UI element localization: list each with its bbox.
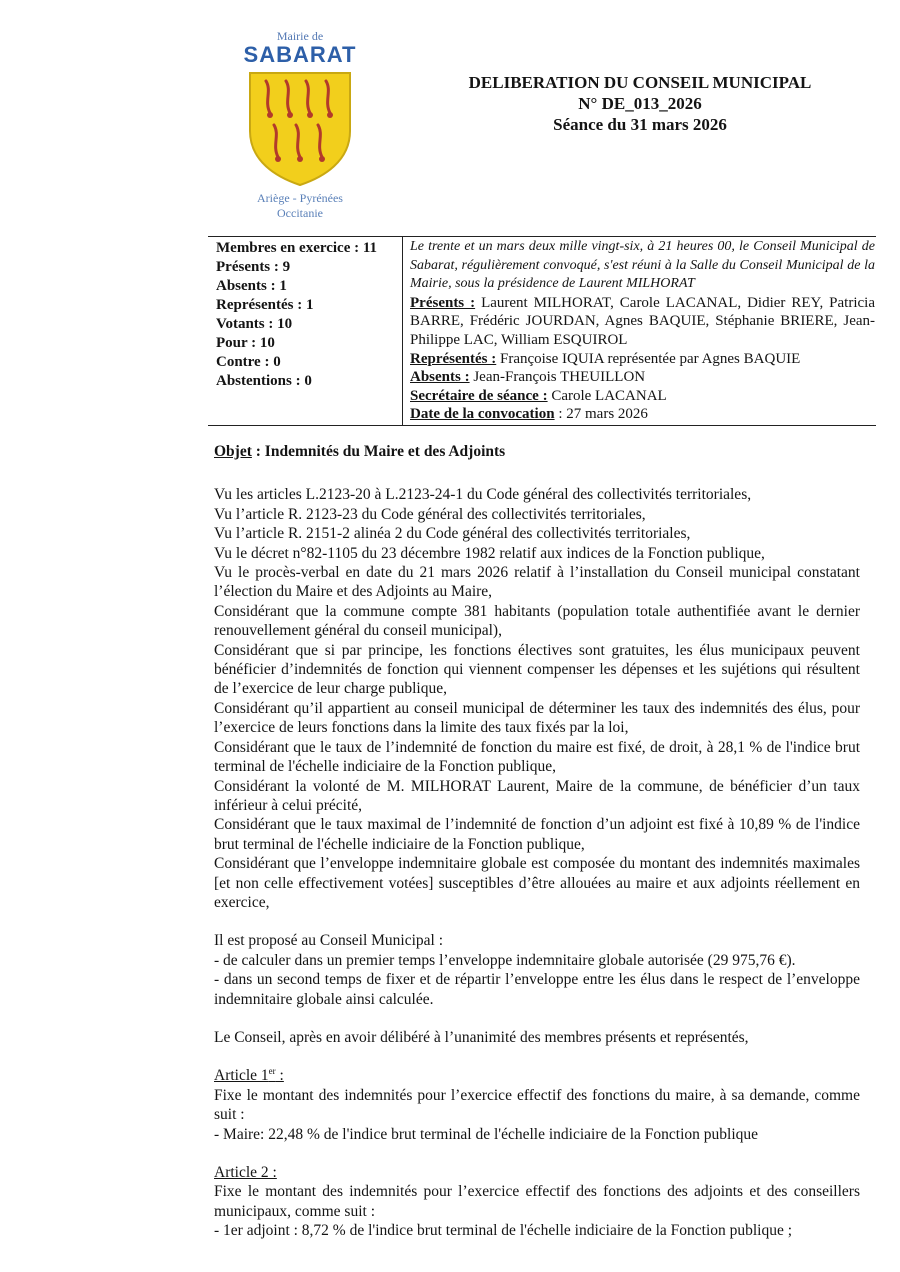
secretaire-label: Secrétaire de séance : <box>410 387 548 404</box>
stat-contre: Contre : 0 <box>216 354 281 370</box>
stat-absents: Absents : 1 <box>216 278 287 294</box>
session-details <box>410 238 875 424</box>
proposal-item: - de calculer dans un premier temps l’enveloppe indemnitaire globale autorisée (29 975,76 €). <box>214 951 796 969</box>
considerant-item: Considérant la volonté de M. MILHORAT Laurent, Maire de la commune, de bénéficier d’un taux inférieur à celui précité, <box>214 777 860 814</box>
considerant-item: Considérant que l’enveloppe indemnitaire globale est composée du montant des indemnités maximales [et non celle effectivement votées] susceptibles d’être allouées au maire et aux adjoints réellement en exercice, <box>214 855 860 911</box>
visa-item: Vu les articles L.2123-20 à L.2123-24-1 du Code général des collectivités territoriales, <box>214 486 752 504</box>
logo-town-name: SABARAT <box>243 42 357 67</box>
representes-value: Françoise IQUIA représentée par Agnes BAQUIE <box>496 350 801 367</box>
article1-item: - Maire: 22,48 % de l'indice brut terminal de l'échelle indiciaire de la Fonction publique <box>214 1125 759 1143</box>
article1-title-sup: er <box>268 1066 276 1077</box>
secretaire-value: Carole LACANAL <box>547 387 667 404</box>
stat-presents: Présents : 9 <box>216 259 291 275</box>
municipal-logo <box>236 30 364 221</box>
deliberation-header <box>410 72 870 135</box>
seance-date: Séance du 31 mars 2026 <box>553 115 727 134</box>
article1-title-colon: : <box>275 1067 284 1085</box>
article1-title-label: Article 1 <box>214 1067 269 1085</box>
proposal-item: - dans un second temps de fixer et de répartir l’enveloppe entre les élus dans le respect de l’enveloppe indemnitaire globale ainsi calculée. <box>214 971 860 1008</box>
article2-text: Fixe le montant des indemnités pour l’exercice effectif des fonctions des adjoints et des conseillers municipaux, comme suit : <box>214 1183 860 1220</box>
session-intro: Le trente et un mars deux mille vingt-six, à 21 heures 00, le Conseil Municipal de Sabarat, régulièrement convoqué, s'est réuni à la Salle du Conseil Municipal de la Mairie, sous la présidence de Laurent MILHORAT <box>410 239 875 292</box>
convocation-label: Date de la convocation <box>410 406 555 423</box>
article1-text: Fixe le montant des indemnités pour l’exercice effectif des fonctions du maire, à sa demande, comme suit : <box>214 1086 860 1124</box>
article2-item: - 1er adjoint : 8,72 % de l'indice brut terminal de l'échelle indiciaire de la Fonction publique ; <box>214 1222 793 1240</box>
deliberation-number: N° DE_013_2026 <box>578 94 702 113</box>
presents-value: Laurent MILHORAT, Carole LACANAL, Didier REY, Patricia BARRE, Frédéric JOURDAN, Agnes BAQUIE, Stéphanie BRIERE, Jean-Philippe LAC, William ESQUIROL <box>410 294 875 348</box>
objet-line <box>214 442 860 461</box>
visa-item: Vu l’article R. 2151-2 alinéa 2 du Code général des collectivités territoriales, <box>214 525 691 543</box>
representes-label: Représentés : <box>410 350 497 367</box>
article1-title-text <box>214 1067 284 1084</box>
stat-pour: Pour : 10 <box>216 335 275 351</box>
vote-stats <box>216 239 400 391</box>
considerant-item: Considérant que le taux maximal de l’indemnité de fonction d’un adjoint est fixé à 10,89 % de l'indice brut terminal de l'échelle indiciaire de la Fonction publique, <box>214 816 860 853</box>
visas-list <box>214 485 860 912</box>
convocation-line <box>410 405 875 424</box>
absents-label: Absents : <box>410 369 470 386</box>
deliberation-body <box>214 442 860 1241</box>
stat-representes: Représentés : 1 <box>216 297 314 313</box>
article2-title <box>214 1163 860 1182</box>
absents-line <box>410 368 875 387</box>
table-divider <box>402 237 403 425</box>
presents-label: Présents : <box>410 294 476 311</box>
logo-region-line2: Occitanie <box>277 206 323 220</box>
article2-title-text: Article 2 : <box>214 1164 277 1181</box>
considerant-item: Considérant qu’il appartient au conseil municipal de déterminer les taux des indemnités des élus, pour l’exercice de leurs fonctions dans la limite des taux fixés par la loi, <box>214 699 860 737</box>
convocation-value: : 27 mars 2026 <box>554 406 648 423</box>
stat-abstentions: Abstentions : 0 <box>216 373 312 389</box>
attendance-table <box>208 236 876 426</box>
considerant-item: Considérant que la commune compte 381 habitants (population totale authentifiée avant le dernier renouvellement général du conseil municipal), <box>214 602 860 640</box>
objet-text: : Indemnités du Maire et des Adjoints <box>251 443 506 460</box>
stat-votants: Votants : 10 <box>216 316 293 332</box>
proposal-intro: Il est proposé au Conseil Municipal : <box>214 932 444 950</box>
considerant-item: Considérant que si par principe, les fonctions électives sont gratuites, les élus municipaux peuvent bénéficier d’indemnités de fonction qui viennent compenser les dépenses et les sujétions qui résultent de l’exercice de leur charge publique, <box>214 641 860 698</box>
visa-item: Vu le procès-verbal en date du 21 mars 2026 relatif à l’installation du Conseil municipal constatant l’élection du Maire et des Adjoints au Maire, <box>214 564 860 601</box>
decision-text: Le Conseil, après en avoir délibéré à l’unanimité des membres présents et représentés, <box>214 1028 749 1046</box>
visa-item: Vu l’article R. 2123-23 du Code général des collectivités territoriales, <box>214 505 646 523</box>
logo-mairie-de: Mairie de <box>276 29 324 43</box>
objet-label: Objet <box>214 443 252 460</box>
secretaire-line <box>410 387 875 406</box>
considerant-item: Considérant que le taux de l’indemnité de fonction du maire est fixé, de droit, à 28,1 % de l'indice brut terminal de l'échelle indiciaire de la Fonction publique, <box>214 738 860 776</box>
presents-line <box>410 294 875 350</box>
deliberation-title: DELIBERATION DU CONSEIL MUNICIPAL <box>468 73 812 92</box>
absents-value: Jean-François THEUILLON <box>469 369 646 386</box>
stat-membres: Membres en exercice : 11 <box>216 240 378 256</box>
representes-line <box>410 350 875 369</box>
logo-region-line1: Ariège - Pyrénées <box>257 191 343 205</box>
visa-item: Vu le décret n°82-1105 du 23 décembre 1982 relatif aux indices de la Fonction publique, <box>214 544 765 562</box>
coat-of-arms-shield-icon <box>244 69 356 187</box>
article1-title <box>214 1066 860 1085</box>
